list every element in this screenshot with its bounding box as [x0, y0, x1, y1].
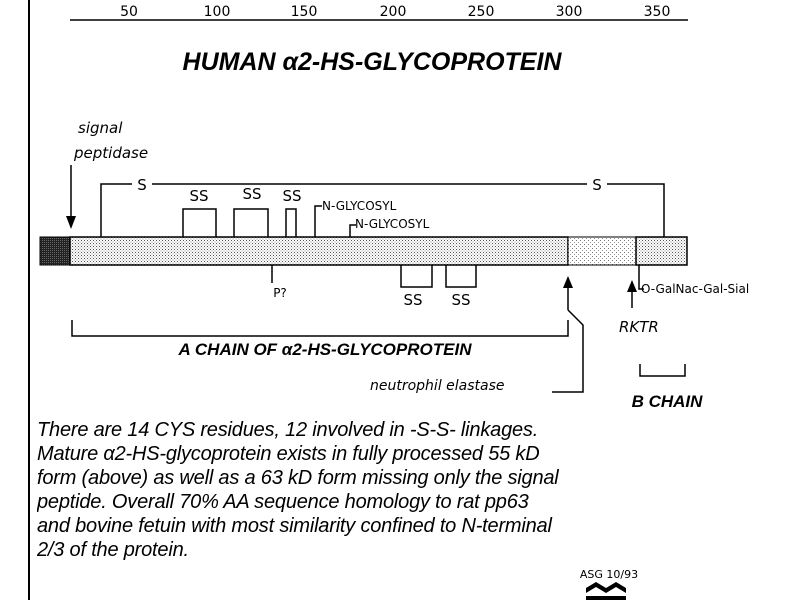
- ss-label-1: SS: [189, 187, 209, 205]
- b-chain-bracket: [640, 364, 685, 376]
- tick-label-350: 350: [643, 4, 671, 20]
- a-chain-segment: [70, 237, 568, 265]
- description-line-1: There are 14 CYS residues, 12 involved in -S-S- linkages.: [37, 419, 539, 441]
- signal-peptide-segment: [40, 237, 70, 265]
- description-text: [37, 418, 697, 562]
- tick-label-100: 100: [203, 4, 231, 20]
- scale-ruler: [70, 4, 688, 20]
- signal-arrow-head: [66, 216, 76, 229]
- phospho-label: P?: [273, 286, 287, 300]
- neutrophil-elastase-label: neutrophil elastase: [370, 378, 505, 394]
- logo-mark: [586, 582, 626, 600]
- connecting-peptide-segment: [568, 237, 636, 265]
- disulfide-s-left: S: [137, 176, 147, 194]
- description-line-4: peptide. Overall 70% AA sequence homology to rat pp63: [37, 491, 529, 513]
- n-glycosyl-1-marker: [315, 206, 322, 237]
- disulfide-s-right: S: [592, 176, 602, 194]
- upper-disulfide-loops: [183, 209, 296, 237]
- tick-label-300: 300: [555, 4, 583, 20]
- tick-label-150: 150: [290, 4, 318, 20]
- ss-label-3: SS: [282, 187, 302, 205]
- credit-label: ASG 10/93: [579, 568, 639, 581]
- ss-loop-5: [446, 265, 476, 287]
- lower-disulfide-loops: [401, 265, 476, 287]
- a-chain-bracket: [72, 320, 568, 336]
- description-line-6: 2/3 of the protein.: [37, 539, 189, 561]
- b-chain-label: B CHAIN: [631, 392, 703, 411]
- description-line-3: form (above) as well as a 63 kD form missing only the signal: [37, 467, 559, 489]
- n-glycosyl-2-label: N-GLYCOSYL: [355, 217, 430, 231]
- ss-label-2: SS: [242, 185, 262, 203]
- ss-loop-2: [234, 209, 268, 237]
- description-line-5: and bovine fetuin with most similarity confined to N-terminal: [37, 515, 552, 537]
- rktr-arrow-head: [627, 280, 637, 292]
- ss-loop-4: [401, 265, 432, 287]
- a-chain-label: A CHAIN OF α2-HS-GLYCOPROTEIN: [178, 340, 472, 359]
- tick-label-50: 50: [120, 4, 138, 20]
- b-chain-segment: [636, 237, 687, 265]
- ss-loop-1: [183, 209, 216, 237]
- tick-label-200: 200: [379, 4, 407, 20]
- elastase-arrow-head: [563, 276, 573, 288]
- diagram-title: HUMAN α2-HS-GLYCOPROTEIN: [182, 48, 562, 76]
- ss-label-4: SS: [403, 291, 423, 309]
- o-glycan-label: O-GalNac-Gal-Sial: [641, 282, 750, 296]
- ss-loop-3: [286, 209, 296, 237]
- description-line-2: Mature α2-HS-glycoprotein exists in fully processed 55 kD: [37, 443, 540, 465]
- tick-label-250: 250: [467, 4, 495, 20]
- rktr-label: RKTR: [619, 318, 659, 336]
- ss-label-5: SS: [451, 291, 471, 309]
- n-glycosyl-1-label: N-GLYCOSYL: [322, 199, 397, 213]
- signal-label-line2: peptidase: [74, 144, 149, 162]
- signal-label-line1: signal: [78, 119, 123, 137]
